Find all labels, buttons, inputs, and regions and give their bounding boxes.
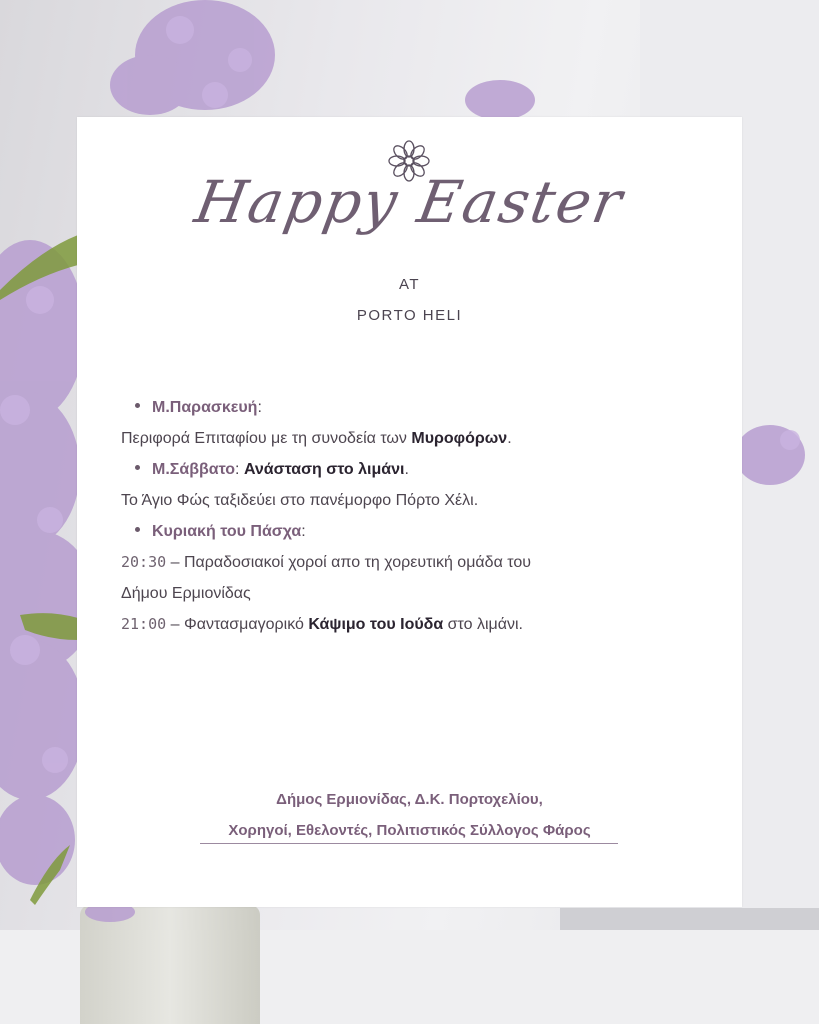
schedule <box>121 392 701 640</box>
bullet-icon <box>135 465 140 470</box>
friday-label: Μ.Παρασκευή <box>152 399 258 416</box>
list-item <box>121 516 701 547</box>
sunday-colon: : <box>301 523 306 540</box>
bullet-icon <box>135 527 140 532</box>
friday-colon: : <box>257 399 262 416</box>
event2-end: στο λιμάνι. <box>443 616 523 633</box>
time-2100: 21:00 <box>121 615 167 633</box>
friday-end: . <box>507 430 512 447</box>
event1-text: – Παραδοσιακοί χοροί απο τη χορευτική ομάδα του <box>166 554 532 571</box>
saturday-label: Μ.Σάββατο <box>152 461 236 478</box>
sunday-label: Κυριακή του Πάσχα <box>152 523 302 540</box>
saturday-colon: : <box>235 461 244 478</box>
saturday-end: . <box>404 461 409 478</box>
saturday-description: Το Άγιο Φώς ταξιδεύει στο πανέμορφο Πόρτο Χέλι. <box>121 492 479 509</box>
location-label: PORTO HELI <box>356 307 463 324</box>
organizers-line: Δήμος Ερμιονίδας, Δ.Κ. Πορτοχελίου, <box>276 791 543 808</box>
footer-underline <box>200 843 618 844</box>
sponsors-line: Χορηγοί, Εθελοντές, Πολιτιστικός Σύλλογος Φάρος <box>228 822 591 839</box>
list-item <box>121 454 701 485</box>
friday-description <box>121 423 701 454</box>
event2-text: – Φαντασμαγορικό <box>166 616 309 633</box>
time-2030: 20:30 <box>121 553 167 571</box>
happy-easter-title: Happy Easter <box>190 168 629 236</box>
at-label: AT <box>398 276 421 293</box>
event-judas <box>121 609 701 640</box>
event-dances-cont: Δήμου Ερμιονίδας <box>121 585 251 602</box>
bullet-icon <box>135 403 140 408</box>
saturday-bold: Ανάσταση στο λιμάνι <box>243 461 405 478</box>
friday-text: Περιφορά Επιταφίου με τη συνοδεία των <box>121 430 412 447</box>
event2-bold: Κάψιμο του Ιούδα <box>308 616 444 633</box>
list-item <box>121 392 701 423</box>
event-dances <box>121 547 701 578</box>
friday-bold: Μυροφόρων <box>411 430 508 447</box>
